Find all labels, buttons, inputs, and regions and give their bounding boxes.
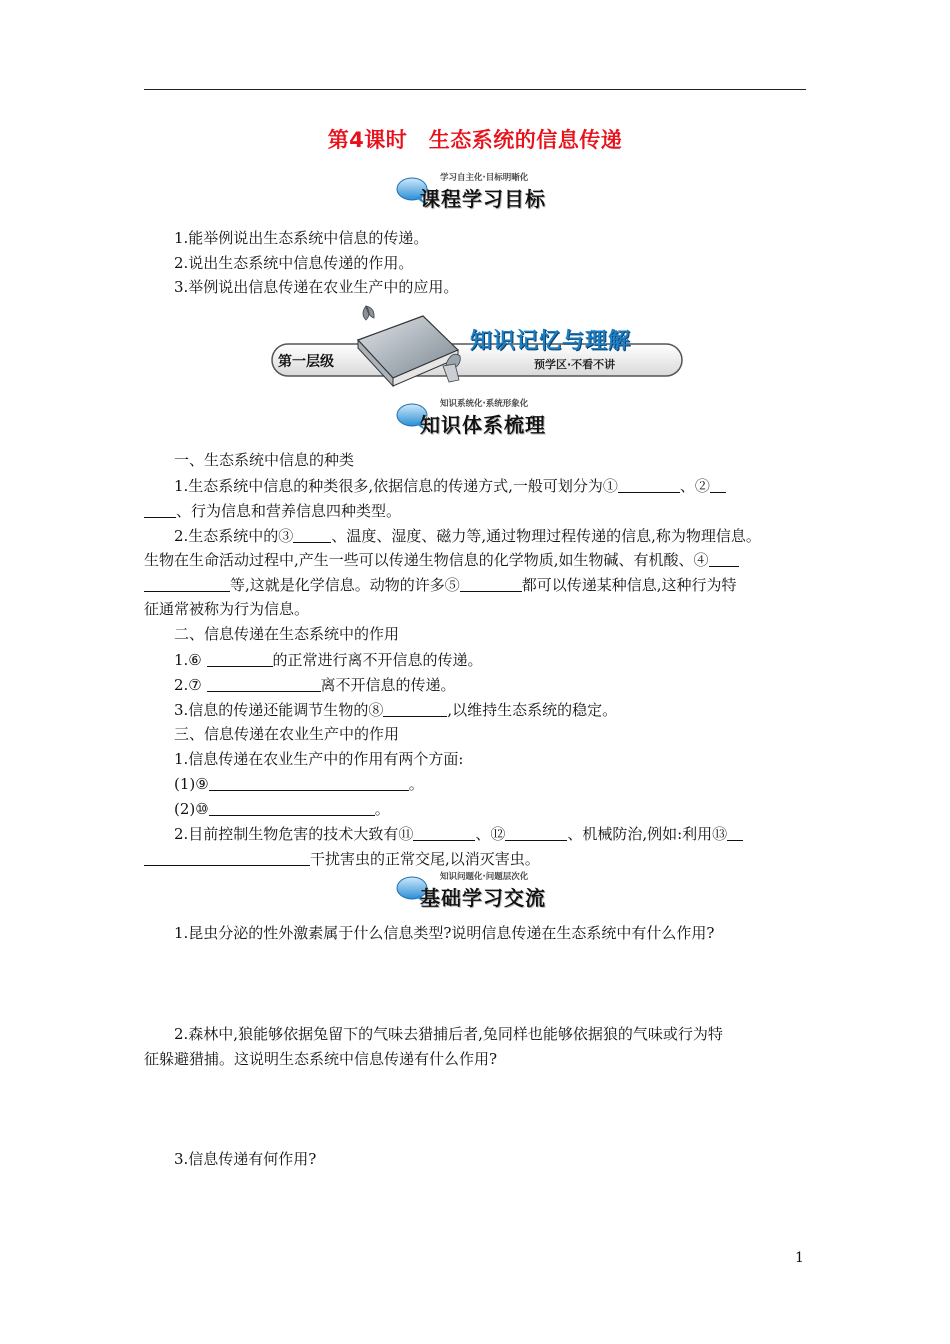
text: 1.⑥ [174,651,207,669]
text: 离不开信息的传递。 [320,676,456,694]
question-2-cont: 征躲避猎捕。这说明生态系统中信息传递有什么作用? [144,1050,498,1068]
paragraph-line [144,776,810,792]
text: 1.生态系统中信息的种类很多,依据信息的传递方式,一般可划分为① [174,477,618,495]
text: (2)⑩ [174,800,209,818]
blank-6 [207,652,273,667]
text: 2.生态系统中的③ [174,527,294,545]
section-tag: 知识问题化·问题层次化 [440,872,529,882]
heading-2: 二、信息传递在生态系统中的作用 [174,625,400,643]
heading-1: 一、生态系统中信息的种类 [174,451,355,469]
text: 、机械防治,例如:利用⑬ [567,825,728,843]
blank-5 [460,577,522,592]
section-heading: 基础学习交流 [420,886,546,910]
paragraph-line [144,851,810,867]
blank-9 [209,776,409,791]
paragraph-line [144,801,810,817]
blank-13-cont [144,851,310,866]
paragraph-line [144,652,810,668]
section-badge-goals [396,171,576,215]
section-badge-knowledge [396,397,576,441]
section-heading: 知识体系梳理 [420,413,546,437]
blank-4-cont [144,577,230,592]
blank-10 [209,801,375,816]
heading-3: 三、信息传递在农业生产中的作用 [174,725,400,743]
blank-12 [505,826,567,841]
text: 。 [374,800,390,818]
goal-item: 3.举例说出信息传递在农业生产中的应用。 [174,278,459,296]
paragraph-line: 1.信息传递在农业生产中的作用有两个方面: [174,750,464,768]
paragraph-line [144,478,810,494]
page-number: 1 [795,1250,804,1266]
section-tag: 知识系统化·系统形象化 [440,399,529,409]
blank-1 [618,478,680,493]
section-heading: 课程学习目标 [420,187,546,211]
paragraph-line [144,577,810,593]
text: 3.信息的传递还能调节生物的⑧ [174,701,384,719]
text: 。 [408,775,424,793]
layer-banner [268,300,688,390]
goal-item: 2.说出生态系统中信息传递的作用。 [174,254,414,272]
text: 2.目前控制生物危害的技术大致有⑪ [174,825,414,843]
layer-subheading: 预学区·不看不讲 [534,358,616,371]
blank-13 [727,826,743,841]
text: 的正常进行离不开信息的传递。 [272,651,483,669]
layer-heading: 知识记忆与理解 [470,329,632,354]
text: ,以维持生态系统的稳定。 [447,701,618,719]
paragraph-line: 征通常被称为行为信息。 [144,600,310,618]
text: 生物在生命活动过程中,产生一些可以传递生物信息的化学物质,如生物碱、有机酸、④ [144,551,709,569]
question-2: 2.森林中,狼能够依据兔留下的气味去猎捕后者,兔同样也能够依据狼的气味或行为特 [174,1025,723,1043]
blank-3 [293,528,331,543]
layer-level: 第一层级 [278,354,334,370]
text: 等,这就是化学信息。动物的许多⑤ [230,576,460,594]
text: 、温度、湿度、磁力等,通过物理过程传递的信息,称为物理信息。 [331,527,761,545]
text: 、② [679,477,710,495]
text: 干扰害虫的正常交尾,以消灭害虫。 [310,850,540,868]
text: 、行为信息和营养信息四种类型。 [176,502,402,520]
blank-2-cont [144,503,176,518]
paragraph-line [144,826,810,842]
goal-item: 1.能举例说出生态系统中信息的传递。 [174,229,429,247]
blank-2 [710,478,726,493]
paragraph-line [144,528,810,544]
text: 都可以传递某种信息,这种行为特 [521,576,737,594]
paragraph-line [144,677,810,693]
paragraph-line [144,702,810,718]
text: 、⑫ [475,825,506,843]
text: 2.⑦ [174,676,207,694]
paragraph-line [144,503,810,519]
question-1: 1.昆虫分泌的性外激素属于什么信息类型?说明信息传递在生态系统中有什么作用? [174,924,715,942]
header-rule [144,89,806,90]
section-tag: 学习自主化·目标明晰化 [440,173,529,183]
blank-8 [383,702,447,717]
paragraph-line [144,552,810,568]
section-badge-basic [396,870,576,914]
blank-7 [207,677,321,692]
question-3: 3.信息传递有何作用? [174,1150,317,1168]
blank-4 [709,552,739,567]
page-title: 第4课时 生态系统的信息传递 [327,128,623,152]
text: (1)⑨ [174,775,209,793]
blank-11 [413,826,475,841]
